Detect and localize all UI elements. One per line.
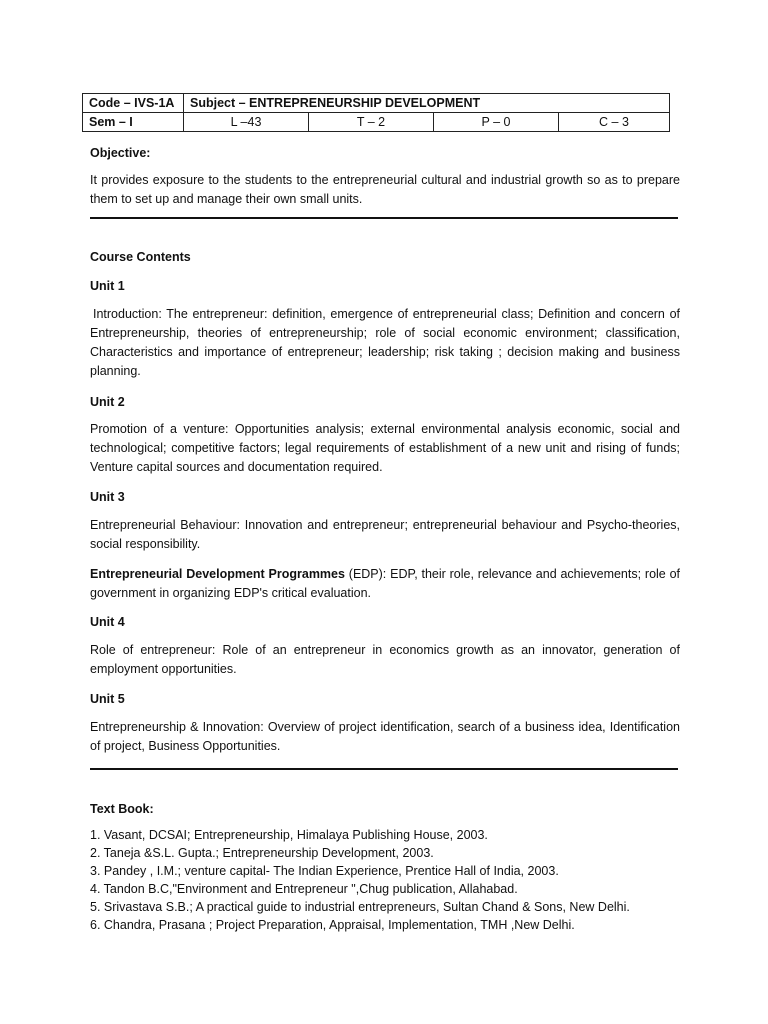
- unit-1-text: Introduction: The entrepreneur: definition, emergence of entrepreneurial class; Definition and concern of Entrepreneurship, theories of entrepreneurship; role of social economic environment; classification, Characteristics and importance of entrepreneur; leadership; risk taking ; decision making and business planning.: [90, 307, 680, 378]
- divider: [90, 217, 678, 219]
- textbook-item: 4. Tandon B.C,"Environment and Entrepreneur ",Chug publication, Allahabad.: [90, 882, 518, 896]
- course-subject: Subject – ENTREPRENEURSHIP DEVELOPMENT: [184, 94, 670, 113]
- unit-5-heading: Unit 5: [90, 692, 125, 706]
- objective-text: It provides exposure to the students to the entrepreneurial cultural and industrial growth so as to prepare them to set up and manage their own small units.: [90, 173, 680, 206]
- course-header-table: [82, 93, 670, 132]
- textbook-item: 2. Taneja &S.L. Gupta.; Entrepreneurship Development, 2003.: [90, 846, 434, 860]
- unit-4-text: Role of entrepreneur: Role of an entrepreneur in economics growth as an innovator, generation of employment opportunities.: [90, 643, 680, 676]
- textbook-list: [90, 826, 680, 934]
- textbook-item: 5. Srivastava S.B.; A practical guide to industrial entrepreneurs, Sultan Chand & Sons, New Delhi.: [90, 900, 630, 914]
- unit-2-text: Promotion of a venture: Opportunities analysis; external environmental analysis economic, social and technological; competitive factors; legal requirements of establishment of a new unit and rising of funds; Venture capital sources and documentation required.: [90, 422, 680, 474]
- unit-2-heading: Unit 2: [90, 395, 125, 409]
- practical-hours: P – 0: [434, 113, 559, 132]
- edp-text: (EDP): EDP, their role, relevance and achievements; role of government in organizing EDP's critical evaluation.: [90, 567, 680, 600]
- unit-5-text: Entrepreneurship & Innovation: Overview of project identification, search of a business idea, Identification of project, Business Opportunities.: [90, 720, 680, 753]
- course-contents-heading: Course Contents: [90, 250, 191, 264]
- divider: [90, 768, 678, 770]
- objective-heading: Objective:: [90, 146, 151, 160]
- lecture-hours: L –43: [184, 113, 309, 132]
- textbook-heading: Text Book:: [90, 802, 154, 816]
- unit-4-heading: Unit 4: [90, 615, 125, 629]
- textbook-item: 6. Chandra, Prasana ; Project Preparation, Appraisal, Implementation, TMH ,New Delhi.: [90, 918, 575, 932]
- unit-3-text: Entrepreneurial Behaviour: Innovation and entrepreneur; entrepreneurial behaviour and Psycho-theories, social responsibility.: [90, 518, 680, 551]
- unit-3-heading: Unit 3: [90, 490, 125, 504]
- semester: Sem – I: [83, 113, 184, 132]
- tutorial-hours: T – 2: [309, 113, 434, 132]
- textbook-item: 1. Vasant, DCSAI; Entrepreneurship, Himalaya Publishing House, 2003.: [90, 828, 488, 842]
- credits: C – 3: [559, 113, 670, 132]
- unit-1-heading: Unit 1: [90, 279, 125, 293]
- edp-title: Entrepreneurial Development Programmes: [90, 567, 345, 581]
- textbook-item: 3. Pandey , I.M.; venture capital- The Indian Experience, Prentice Hall of India, 2003.: [90, 864, 559, 878]
- course-code: Code – IVS-1A: [83, 94, 184, 113]
- unit-3-edp: [90, 565, 680, 603]
